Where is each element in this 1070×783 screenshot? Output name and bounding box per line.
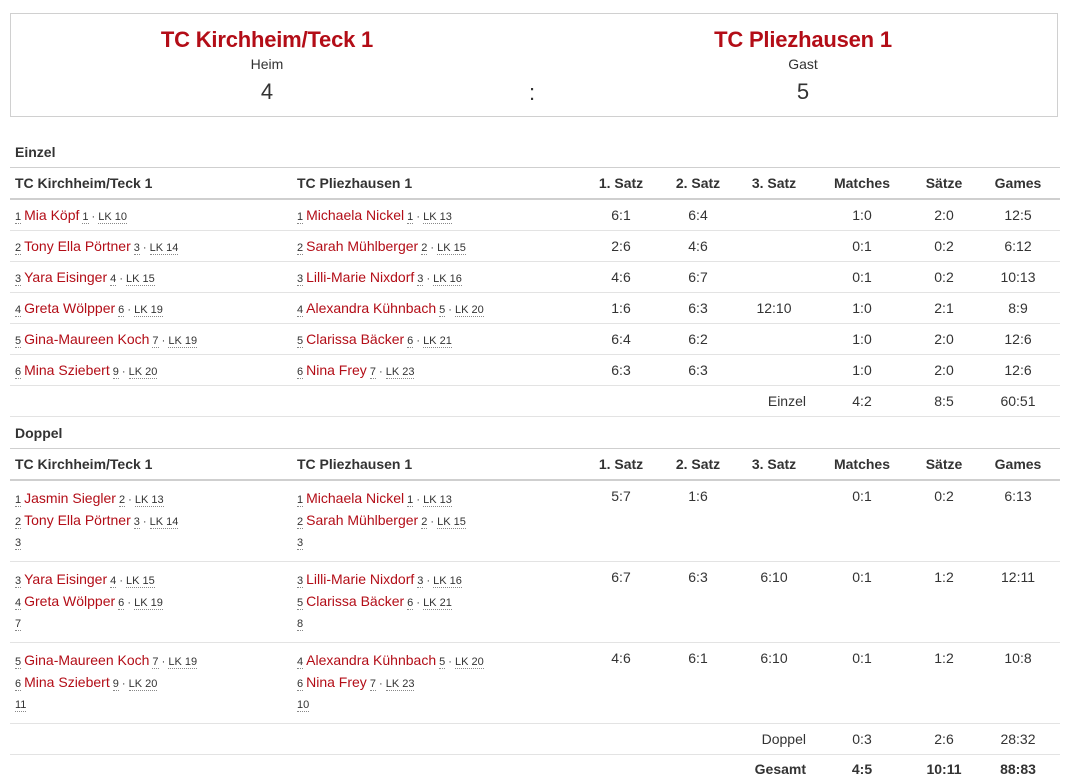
player-meta: [134, 242, 179, 254]
player-name-link[interactable]: Tony Ella Pörtner: [24, 238, 131, 254]
player-lk[interactable]: LK 13: [135, 494, 164, 507]
player-position[interactable]: 1: [15, 211, 21, 224]
col-away-team: TC Pliezhausen 1: [292, 168, 582, 200]
pair-player-line: [15, 487, 292, 509]
pair-number[interactable]: 8: [297, 618, 303, 631]
pair-player-line: [15, 590, 292, 612]
player-meta: [152, 335, 197, 347]
away-team-role: Gast: [643, 55, 963, 73]
col-home-team: TC Kirchheim/Teck 1: [10, 168, 292, 200]
total-label: Gesamt: [10, 755, 812, 783]
satz3-score: [736, 480, 812, 562]
player-meta: [439, 304, 484, 316]
player-rank[interactable]: 7: [370, 366, 376, 379]
satz3-score: [736, 262, 812, 293]
home-player-cell: [10, 324, 292, 355]
satz1-score: 2:6: [582, 231, 660, 262]
meta-separator: ·: [125, 494, 135, 506]
player-rank[interactable]: 4: [110, 575, 116, 588]
satz3-score: [736, 324, 812, 355]
einzel-summary-games: 60:51: [976, 386, 1060, 417]
doppel-row: [10, 480, 1060, 562]
satz1-score: 4:6: [582, 262, 660, 293]
satz1-score: 6:4: [582, 324, 660, 355]
player-position[interactable]: 5: [297, 335, 303, 348]
doppel-summary-matches: 0:3: [812, 724, 912, 755]
player-meta: [110, 575, 155, 587]
player-rank[interactable]: 3: [417, 575, 423, 588]
pair-number-line: [15, 693, 292, 713]
meta-separator: ·: [140, 242, 150, 254]
player-meta: [118, 597, 163, 609]
player-name-link[interactable]: Mina Sziebert: [24, 362, 110, 378]
satz2-score: 6:7: [660, 262, 736, 293]
player-rank[interactable]: 3: [417, 273, 423, 286]
pair-number-line: [297, 612, 582, 632]
meta-separator: ·: [140, 516, 150, 528]
pair-number[interactable]: 10: [297, 699, 309, 712]
einzel-summary-label: Einzel: [10, 386, 812, 417]
player-lk[interactable]: LK 20: [129, 366, 158, 379]
player-position[interactable]: 5: [15, 335, 21, 348]
matches-score: 0:1: [812, 231, 912, 262]
satz2-score: 1:6: [660, 480, 736, 562]
pair-player-line: [297, 649, 582, 671]
meta-separator: ·: [445, 304, 455, 316]
saetze-score: 2:0: [912, 355, 976, 386]
player-name-link[interactable]: Clarissa Bäcker: [306, 593, 404, 609]
einzel-row: [10, 199, 1060, 231]
satz2-score: 4:6: [660, 231, 736, 262]
doppel-section-title: Doppel: [15, 424, 62, 442]
saetze-score: 2:1: [912, 293, 976, 324]
meta-separator: ·: [119, 366, 129, 378]
saetze-score: 2:0: [912, 324, 976, 355]
col-satz1: 1. Satz: [582, 168, 660, 200]
pair-player-line: [297, 487, 582, 509]
total-games: 88:83: [976, 755, 1060, 783]
home-player-cell: [10, 355, 292, 386]
player-position[interactable]: 3: [15, 273, 21, 286]
player-meta: [421, 242, 466, 254]
player-lk[interactable]: LK 13: [423, 494, 452, 507]
games-score: 12:11: [976, 562, 1060, 643]
satz2-score: 6:3: [660, 562, 736, 643]
player-rank[interactable]: 3: [134, 516, 140, 529]
player-rank[interactable]: 7: [152, 335, 158, 348]
games-score: 10:8: [976, 643, 1060, 724]
satz3-score: [736, 231, 812, 262]
player-position[interactable]: 4: [15, 304, 21, 317]
saetze-score: 0:2: [912, 231, 976, 262]
meta-separator: ·: [376, 366, 386, 378]
einzel-header-row: [10, 168, 1060, 200]
player-meta: [113, 366, 158, 378]
saetze-score: 1:2: [912, 562, 976, 643]
player-rank[interactable]: 6: [118, 597, 124, 610]
player-lk[interactable]: LK 21: [423, 335, 452, 348]
home-team-score: 4: [107, 79, 427, 105]
doppel-table: [10, 448, 1060, 783]
satz1-score: 6:1: [582, 199, 660, 231]
meta-separator: ·: [423, 575, 433, 587]
einzel-row: [10, 231, 1060, 262]
player-position[interactable]: 2: [297, 242, 303, 255]
col-matches: Matches: [812, 449, 912, 481]
player-meta: [439, 656, 484, 668]
player-lk[interactable]: LK 13: [423, 211, 452, 224]
player-lk[interactable]: LK 20: [129, 678, 158, 691]
player-lk[interactable]: LK 20: [455, 304, 484, 317]
player-lk[interactable]: LK 10: [98, 211, 127, 224]
col-satz3: 3. Satz: [736, 168, 812, 200]
home-team: [107, 14, 427, 105]
player-rank[interactable]: 5: [439, 304, 445, 317]
away-player-cell: [292, 293, 582, 324]
home-player-cell: [10, 199, 292, 231]
einzel-row: [10, 324, 1060, 355]
away-player-cell: [292, 231, 582, 262]
meta-separator: ·: [427, 242, 437, 254]
player-name-link[interactable]: Gina-Maureen Koch: [24, 652, 149, 668]
col-satz2: 2. Satz: [660, 449, 736, 481]
home-pair-cell: [10, 562, 292, 643]
col-away-team: TC Pliezhausen 1: [292, 449, 582, 481]
player-meta: [407, 597, 452, 609]
player-name-link[interactable]: Greta Wölpper: [24, 300, 115, 316]
matches-score: 0:1: [812, 643, 912, 724]
player-meta: [152, 656, 197, 668]
player-position[interactable]: 2: [15, 242, 21, 255]
away-team: [643, 14, 963, 105]
player-lk[interactable]: LK 16: [433, 273, 462, 286]
score-separator: :: [529, 80, 535, 106]
matches-score: 1:0: [812, 324, 912, 355]
meta-separator: ·: [159, 656, 169, 668]
player-name-link[interactable]: Yara Eisinger: [24, 269, 107, 285]
player-name-link[interactable]: Gina-Maureen Koch: [24, 331, 149, 347]
einzel-summary-saetze: 8:5: [912, 386, 976, 417]
player-name-link[interactable]: Lilli-Marie Nixdorf: [306, 571, 414, 587]
einzel-row: [10, 293, 1060, 324]
player-rank[interactable]: 1: [407, 211, 413, 224]
meta-separator: ·: [119, 678, 129, 690]
matches-score: 1:0: [812, 293, 912, 324]
pair-player-line: [297, 590, 582, 612]
player-rank[interactable]: 6: [407, 597, 413, 610]
player-lk[interactable]: LK 14: [150, 516, 179, 529]
player-meta: [417, 575, 462, 587]
saetze-score: 1:2: [912, 643, 976, 724]
player-name-link[interactable]: Mina Sziebert: [24, 674, 110, 690]
col-games: Games: [976, 449, 1060, 481]
satz3-score: 6:10: [736, 643, 812, 724]
player-position[interactable]: 5: [297, 597, 303, 610]
player-name-link[interactable]: Jasmin Siegler: [24, 490, 116, 506]
player-meta: [110, 273, 155, 285]
player-lk[interactable]: LK 15: [126, 273, 155, 286]
away-pair-cell: [292, 480, 582, 562]
satz1-score: 4:6: [582, 643, 660, 724]
home-player-cell: [10, 293, 292, 324]
einzel-section-title: Einzel: [15, 143, 55, 161]
einzel-table: [10, 167, 1060, 417]
player-position[interactable]: 4: [15, 597, 21, 610]
player-position[interactable]: 1: [297, 211, 303, 224]
player-lk[interactable]: LK 19: [168, 656, 197, 669]
player-rank[interactable]: 9: [113, 366, 119, 379]
einzel-summary-row: [10, 386, 1060, 417]
satz1-score: 1:6: [582, 293, 660, 324]
col-saetze: Sätze: [912, 449, 976, 481]
pair-player-line: [15, 509, 292, 531]
away-player-cell: [292, 324, 582, 355]
col-matches: Matches: [812, 168, 912, 200]
player-lk[interactable]: LK 15: [437, 242, 466, 255]
satz2-score: 6:3: [660, 293, 736, 324]
player-name-link[interactable]: Clarissa Bäcker: [306, 331, 404, 347]
home-player-cell: [10, 262, 292, 293]
col-satz1: 1. Satz: [582, 449, 660, 481]
player-position[interactable]: 4: [297, 304, 303, 317]
saetze-score: 2:0: [912, 199, 976, 231]
player-rank[interactable]: 2: [421, 242, 427, 255]
player-rank[interactable]: 1: [82, 211, 88, 224]
player-meta: [417, 273, 462, 285]
home-pair-cell: [10, 643, 292, 724]
player-name-link[interactable]: Mia Köpf: [24, 207, 79, 223]
player-position[interactable]: 6: [297, 678, 303, 691]
player-meta: [421, 516, 466, 528]
pair-player-line: [15, 671, 292, 693]
player-lk[interactable]: LK 19: [134, 304, 163, 317]
meta-separator: ·: [124, 597, 134, 609]
player-rank[interactable]: 2: [119, 494, 125, 507]
player-name-link[interactable]: Sarah Mühlberger: [306, 238, 418, 254]
doppel-summary-games: 28:32: [976, 724, 1060, 755]
player-meta: [119, 494, 164, 506]
player-lk[interactable]: LK 23: [386, 678, 415, 691]
satz2-score: 6:2: [660, 324, 736, 355]
meta-separator: ·: [89, 211, 99, 223]
player-rank[interactable]: 2: [421, 516, 427, 529]
player-lk[interactable]: LK 20: [455, 656, 484, 669]
einzel-summary-matches: 4:2: [812, 386, 912, 417]
player-name-link[interactable]: Yara Eisinger: [24, 571, 107, 587]
col-saetze: Sätze: [912, 168, 976, 200]
col-satz3: 3. Satz: [736, 449, 812, 481]
einzel-row: [10, 262, 1060, 293]
satz3-score: [736, 199, 812, 231]
pair-number[interactable]: 11: [15, 699, 26, 712]
satz3-score: 6:10: [736, 562, 812, 643]
player-rank[interactable]: 5: [439, 656, 445, 669]
player-lk[interactable]: LK 14: [150, 242, 179, 255]
pair-player-line: [297, 671, 582, 693]
doppel-row: [10, 562, 1060, 643]
satz3-score: [736, 355, 812, 386]
player-lk[interactable]: LK 21: [423, 597, 452, 610]
player-rank[interactable]: 7: [152, 656, 158, 669]
pair-number-line: [15, 612, 292, 632]
satz2-score: 6:1: [660, 643, 736, 724]
away-team-name[interactable]: TC Pliezhausen 1: [643, 27, 963, 53]
player-position[interactable]: 6: [15, 366, 21, 379]
player-position[interactable]: 2: [15, 516, 21, 529]
player-rank[interactable]: 4: [110, 273, 116, 286]
player-rank[interactable]: 7: [370, 678, 376, 691]
player-name-link[interactable]: Alexandra Kühnbach: [306, 652, 436, 668]
doppel-summary-saetze: 2:6: [912, 724, 976, 755]
player-name-link[interactable]: Greta Wölpper: [24, 593, 115, 609]
satz1-score: 6:3: [582, 355, 660, 386]
meta-separator: ·: [116, 575, 126, 587]
doppel-row: [10, 643, 1060, 724]
meta-separator: ·: [413, 335, 423, 347]
meta-separator: ·: [116, 273, 126, 285]
meta-separator: ·: [159, 335, 169, 347]
player-position[interactable]: 3: [297, 575, 303, 588]
doppel-summary-row: [10, 724, 1060, 755]
satz1-score: 6:7: [582, 562, 660, 643]
player-meta: [370, 366, 415, 378]
matches-score: 1:0: [812, 355, 912, 386]
total-matches: 4:5: [812, 755, 912, 783]
matches-score: 0:1: [812, 262, 912, 293]
games-score: 6:12: [976, 231, 1060, 262]
player-lk[interactable]: LK 16: [433, 575, 462, 588]
games-score: 12:5: [976, 199, 1060, 231]
away-pair-cell: [292, 643, 582, 724]
pair-number[interactable]: 3: [297, 537, 303, 550]
player-rank[interactable]: 3: [134, 242, 140, 255]
player-name-link[interactable]: Lilli-Marie Nixdorf: [306, 269, 414, 285]
einzel-row: [10, 355, 1060, 386]
player-name-link[interactable]: Tony Ella Pörtner: [24, 512, 131, 528]
total-saetze: 10:11: [912, 755, 976, 783]
player-meta: [113, 678, 158, 690]
player-name-link[interactable]: Sarah Mühlberger: [306, 512, 418, 528]
away-team-score: 5: [643, 79, 963, 105]
col-games: Games: [976, 168, 1060, 200]
player-name-link[interactable]: Nina Frey: [306, 674, 367, 690]
player-rank[interactable]: 9: [113, 678, 119, 691]
player-name-link[interactable]: Nina Frey: [306, 362, 367, 378]
home-player-cell: [10, 231, 292, 262]
player-position[interactable]: 3: [15, 575, 21, 588]
player-name-link[interactable]: Michaela Nickel: [306, 207, 404, 223]
player-position[interactable]: 6: [297, 366, 303, 379]
player-position[interactable]: 4: [297, 656, 303, 669]
player-meta: [407, 211, 452, 223]
pair-number-line: [297, 693, 582, 713]
games-score: 12:6: [976, 355, 1060, 386]
player-meta: [407, 494, 452, 506]
pair-number[interactable]: 7: [15, 618, 21, 631]
satz1-score: 5:7: [582, 480, 660, 562]
player-lk[interactable]: LK 15: [437, 516, 466, 529]
player-meta: [407, 335, 452, 347]
games-score: 12:6: [976, 324, 1060, 355]
away-pair-cell: [292, 562, 582, 643]
meta-separator: ·: [423, 273, 433, 285]
meta-separator: ·: [427, 516, 437, 528]
meta-separator: ·: [445, 656, 455, 668]
meta-separator: ·: [413, 211, 423, 223]
player-position[interactable]: 1: [297, 494, 303, 507]
satz3-score: 12:10: [736, 293, 812, 324]
doppel-header-row: [10, 449, 1060, 481]
player-lk[interactable]: LK 19: [134, 597, 163, 610]
player-name-link[interactable]: Alexandra Kühnbach: [306, 300, 436, 316]
home-team-role: Heim: [107, 55, 427, 73]
matches-score: 1:0: [812, 199, 912, 231]
player-position[interactable]: 3: [297, 273, 303, 286]
player-position[interactable]: 6: [15, 678, 21, 691]
meta-separator: ·: [124, 304, 134, 316]
pair-player-line: [297, 568, 582, 590]
pair-player-line: [297, 509, 582, 531]
scoreboard: [10, 13, 1058, 117]
player-meta: [370, 678, 415, 690]
away-player-cell: [292, 199, 582, 231]
pair-number[interactable]: 3: [15, 537, 21, 550]
games-score: 10:13: [976, 262, 1060, 293]
player-position[interactable]: 5: [15, 656, 21, 669]
satz2-score: 6:3: [660, 355, 736, 386]
col-satz2: 2. Satz: [660, 168, 736, 200]
home-pair-cell: [10, 480, 292, 562]
saetze-score: 0:2: [912, 480, 976, 562]
player-position[interactable]: 2: [297, 516, 303, 529]
player-position[interactable]: 1: [15, 494, 21, 507]
pair-number-line: [15, 531, 292, 551]
player-rank[interactable]: 1: [407, 494, 413, 507]
meta-separator: ·: [413, 597, 423, 609]
player-lk[interactable]: LK 19: [168, 335, 197, 348]
player-lk[interactable]: LK 23: [386, 366, 415, 379]
satz2-score: 6:4: [660, 199, 736, 231]
saetze-score: 0:2: [912, 262, 976, 293]
player-rank[interactable]: 6: [407, 335, 413, 348]
doppel-summary-label: Doppel: [10, 724, 812, 755]
pair-number-line: [297, 531, 582, 551]
pair-player-line: [15, 568, 292, 590]
games-score: 6:13: [976, 480, 1060, 562]
player-meta: [118, 304, 163, 316]
player-rank[interactable]: 6: [118, 304, 124, 317]
matches-score: 0:1: [812, 562, 912, 643]
player-meta: [134, 516, 179, 528]
home-team-name[interactable]: TC Kirchheim/Teck 1: [107, 27, 427, 53]
meta-separator: ·: [413, 494, 423, 506]
away-player-cell: [292, 355, 582, 386]
player-name-link[interactable]: Michaela Nickel: [306, 490, 404, 506]
pair-player-line: [15, 649, 292, 671]
player-meta: [82, 211, 127, 223]
games-score: 8:9: [976, 293, 1060, 324]
matches-score: 0:1: [812, 480, 912, 562]
meta-separator: ·: [376, 678, 386, 690]
col-home-team: TC Kirchheim/Teck 1: [10, 449, 292, 481]
player-lk[interactable]: LK 15: [126, 575, 155, 588]
away-player-cell: [292, 262, 582, 293]
